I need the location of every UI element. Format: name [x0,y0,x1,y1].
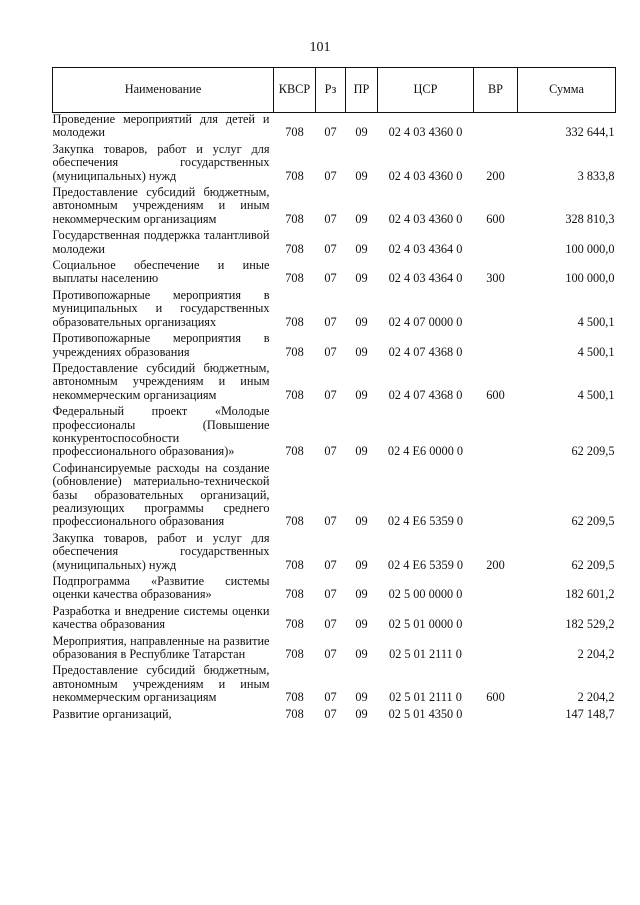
cell-rz: 07 [324,557,337,572]
cell-pr: 09 [355,125,368,140]
cell-kvsr: 708 [285,706,304,721]
cell-vr: 600 [486,211,505,226]
cell-rz: 07 [324,211,337,226]
budget-table [52,67,616,724]
table-row [53,532,616,575]
cell-csr: 02 4 03 4364 0 [388,241,463,256]
cell-sum: 3 833,8 [577,168,615,183]
cell-csr: 02 4 Е6 5359 0 [387,557,464,572]
cell-name: Государственная поддержка талантливой молодежи [52,228,270,256]
cell-vr [474,229,518,259]
table-header [53,68,616,113]
cell-pr: 09 [355,617,368,632]
table-row [53,362,616,405]
cell-rz: 07 [324,706,337,721]
table-row [53,259,616,289]
header-rz: Рз [316,68,346,113]
cell-vr: 600 [486,690,505,705]
cell-rz: 07 [324,168,337,183]
cell-rz: 07 [324,344,337,359]
cell-pr: 09 [355,587,368,602]
cell-pr: 09 [355,557,368,572]
cell-kvsr: 708 [285,387,304,402]
cell-rz: 07 [324,271,337,286]
cell-pr: 09 [355,314,368,329]
table-row [53,332,616,362]
cell-pr: 09 [355,444,368,459]
cell-vr [474,289,518,332]
cell-kvsr: 708 [285,271,304,286]
cell-pr: 09 [355,168,368,183]
table-row [53,405,616,462]
cell-name: Мероприятия, направленные на развитие образования в Республике Татарстан [52,633,270,662]
cell-rz: 07 [324,444,337,459]
cell-csr: 02 4 07 4368 0 [388,387,463,402]
cell-csr: 02 4 03 4360 0 [388,168,463,183]
cell-name: Софинансируемые расходы на создание (обновление) материально-технической базы образовательных организаций, реализующих программы среднего профессионального образования [52,460,270,529]
cell-vr [474,575,518,605]
cell-sum: 100 000,0 [565,241,615,256]
cell-name: Противопожарные мероприятия в муниципальных и государственных образовательных организациях [52,287,270,329]
cell-name: Подпрограмма «Развитие системы оценки качества образования» [52,574,270,602]
cell-name: Предоставление субсидий бюджетным, автономным учреждениям и иным некоммерческим организациям [52,663,270,705]
cell-csr: 02 4 Е6 0000 0 [387,444,464,459]
cell-kvsr: 708 [285,241,304,256]
cell-vr [474,332,518,362]
cell-vr: 300 [486,271,505,286]
cell-name: Противопожарные мероприятия в учреждениях образования [52,331,270,359]
cell-kvsr: 708 [285,557,304,572]
cell-name: Социальное обеспечение и иные выплаты населению [52,258,270,286]
cell-kvsr: 708 [285,617,304,632]
cell-sum: 62 209,5 [571,514,615,529]
header-csr: ЦСР [378,68,474,113]
header-sum: Сумма [518,68,616,113]
cell-rz: 07 [324,241,337,256]
cell-rz: 07 [324,647,337,662]
cell-name: Федеральный проект «Молодые профессионалы (Повышение конкурентоспособности профессионального образования)» [52,404,270,459]
cell-name: Проведение мероприятий для детей и молодежи [52,112,270,140]
table-body [53,113,616,725]
cell-rz: 07 [324,587,337,602]
cell-rz: 07 [324,617,337,632]
cell-pr: 09 [355,211,368,226]
cell-sum: 182 601,2 [565,587,615,602]
cell-sum: 332 644,1 [565,125,615,140]
cell-name: Предоставление субсидий бюджетным, автономным учреждениям и иным некоммерческим организациям [52,185,270,226]
cell-sum: 328 810,3 [565,211,615,226]
cell-sum: 2 204,2 [577,647,615,662]
cell-rz: 07 [324,125,337,140]
cell-pr: 09 [355,241,368,256]
table-row [53,708,616,724]
cell-sum: 147 148,7 [565,706,615,721]
cell-sum: 62 209,5 [571,444,615,459]
cell-pr: 09 [355,690,368,705]
header-vr: ВР [474,68,518,113]
cell-name: Предоставление субсидий бюджетным, автономным учреждениям и иным некоммерческим организациям [52,360,270,402]
cell-csr: 02 4 03 4360 0 [388,211,463,226]
cell-pr: 09 [355,706,368,721]
cell-vr [474,113,518,143]
cell-csr: 02 4 03 4360 0 [388,125,463,140]
cell-csr: 02 5 01 4350 0 [388,706,463,721]
cell-kvsr: 708 [285,168,304,183]
cell-pr: 09 [355,647,368,662]
cell-csr: 02 4 07 0000 0 [388,314,463,329]
table-row [53,143,616,186]
cell-csr: 02 5 01 2111 0 [389,690,462,705]
table-row [53,229,616,259]
table-row [53,605,616,635]
cell-csr: 02 5 00 0000 0 [388,587,463,602]
cell-vr [474,635,518,665]
cell-kvsr: 708 [285,125,304,140]
cell-rz: 07 [324,314,337,329]
cell-vr: 600 [486,387,505,402]
cell-kvsr: 708 [285,587,304,602]
cell-pr: 09 [355,271,368,286]
cell-csr: 02 5 01 2111 0 [389,647,462,662]
cell-vr: 200 [486,557,505,572]
cell-kvsr: 708 [285,211,304,226]
cell-kvsr: 708 [285,314,304,329]
table-row [53,635,616,665]
cell-vr [474,708,518,724]
cell-csr: 02 5 01 0000 0 [388,617,463,632]
header-pr: ПР [346,68,378,113]
cell-name: Разработка и внедрение системы оценки качества образования [52,603,270,632]
cell-sum: 100 000,0 [565,271,615,286]
header-kvsr: КВСР [274,68,316,113]
cell-kvsr: 708 [285,514,304,529]
cell-sum: 4 500,1 [577,387,615,402]
cell-vr [474,405,518,462]
cell-csr: 02 4 03 4364 0 [388,271,463,286]
cell-rz: 07 [324,387,337,402]
cell-pr: 09 [355,387,368,402]
cell-sum: 4 500,1 [577,314,615,329]
table-row [53,664,616,707]
cell-sum: 2 204,2 [577,690,615,705]
cell-sum: 62 209,5 [571,557,615,572]
cell-vr [474,462,518,532]
table-row [53,113,616,143]
cell-pr: 09 [355,344,368,359]
table-row [53,186,616,229]
header-name: Наименование [53,68,274,113]
cell-kvsr: 708 [285,444,304,459]
cell-pr: 09 [355,514,368,529]
table-row [53,462,616,532]
cell-kvsr: 708 [285,690,304,705]
cell-kvsr: 708 [285,647,304,662]
table-row [53,289,616,332]
cell-csr: 02 4 Е6 5359 0 [387,514,464,529]
cell-csr: 02 4 07 4368 0 [388,344,463,359]
cell-sum: 182 529,2 [565,617,615,632]
cell-kvsr: 708 [285,344,304,359]
cell-vr [474,605,518,635]
cell-vr: 200 [486,168,505,183]
cell-sum: 4 500,1 [577,344,615,359]
cell-name: Закупка товаров, работ и услуг для обеспечения государственных (муниципальных) нужд [52,530,270,572]
cell-rz: 07 [324,514,337,529]
page-number: 101 [309,40,331,55]
cell-name: Закупка товаров, работ и услуг для обеспечения государственных (муниципальных) нужд [52,141,270,183]
cell-name: Развитие организаций, [52,706,172,721]
table-row [53,575,616,605]
cell-rz: 07 [324,690,337,705]
